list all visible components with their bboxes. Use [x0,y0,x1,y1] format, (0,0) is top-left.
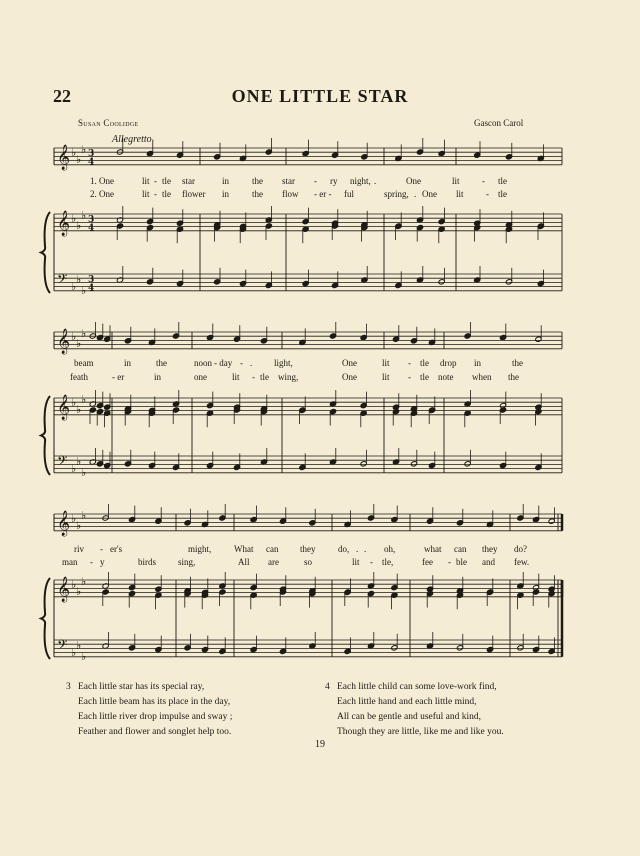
lyric-syllable: few. [514,557,530,567]
time-signature-top: 3 [88,215,95,225]
lyric-syllable: - [100,544,103,554]
key-signature-flat: ♭ [81,284,87,297]
lyrics-system2-verse1 [54,358,564,370]
lyric-syllable: tle, [382,557,394,567]
key-signature-flat: ♭ [71,396,77,409]
verse-3-line-2: Each little beam has its place in the day, [78,697,231,707]
bass-clef: 𝄢 [57,271,68,290]
lyric-syllable: might, [188,544,212,554]
lyrics-system1-verse2 [54,189,564,201]
lyric-syllable: man [62,557,78,567]
lyric-syllable: spring, [384,189,409,199]
composer-credit: Gascon Carol [474,118,524,128]
lyric-syllable: - [448,557,451,567]
verse-3 [66,680,232,740]
lyric-syllable: ful [344,189,354,199]
verse-4-line-3: All can be gentle and useful and kind, [337,712,482,722]
key-signature-flat: ♭ [76,519,82,532]
lyric-syllable: are [268,557,279,567]
tempo-marking: Allegretto [112,134,152,145]
lyric-syllable: tle [162,176,171,186]
verse-4-line-2: Each little hand and each little mind, [337,697,477,707]
lyric-syllable: er's [110,544,123,554]
lyric-syllable: . [356,544,359,554]
lyric-syllable: tle [420,372,429,382]
treble-clef: 𝄞 [57,329,71,354]
lyric-syllable: the [252,189,263,199]
lyric-syllable: tle [162,189,171,199]
lyric-syllable: oh, [384,544,396,554]
key-signature-flat: ♭ [71,146,77,159]
verse-4-line-1: Each little child can some love-work find, [337,682,497,692]
lyric-syllable: - [370,557,373,567]
lyric-syllable: star [182,176,195,186]
lyric-syllable: 2. One [90,189,114,199]
lyric-syllable: - [486,189,489,199]
key-signature-flat: ♭ [71,646,77,659]
lyric-syllable: . [414,189,417,199]
key-signature-flat: ♭ [81,466,87,479]
lyric-syllable: note [438,372,454,382]
verse-4-line-4: Though they are little, like me and like you. [337,727,504,737]
grand-staff-brace [41,578,50,659]
lyric-syllable: - [408,358,411,368]
lyric-syllable: night, [350,176,371,186]
lyric-syllable: One [342,358,357,368]
verse-3-line-1: Each little star has its special ray, [78,682,205,692]
lyric-syllable: in [222,176,230,186]
lyric-syllable: tle [420,358,429,368]
lyric-syllable: beam [74,358,94,368]
key-signature-flat: ♭ [81,143,87,156]
lyric-syllable: one [194,372,207,382]
lyric-syllable: lit [352,557,360,567]
lyric-syllable: One [422,189,437,199]
lyrics-system3-verse2 [54,557,564,569]
grand-staff-brace [41,396,50,475]
bass-clef: 𝄢 [57,453,68,472]
lyric-syllable: they [300,544,316,554]
lyric-syllable: - [240,358,243,368]
lyric-syllable: One [406,176,421,186]
key-signature-flat: ♭ [71,462,77,475]
lyric-syllable: All [238,557,250,567]
lyric-syllable: - er [112,372,125,382]
lyric-syllable: lit [382,358,390,368]
lyric-syllable: feath [70,372,88,382]
lyrics-system3-verse1 [54,544,564,556]
key-signature-flat: ♭ [81,509,87,522]
key-signature-flat: ♭ [81,327,87,340]
lyrics-system1-verse1 [54,176,564,188]
lyric-syllable: in [154,372,162,382]
lyric-syllable: drop [440,358,457,368]
lyric-syllable: noon [194,358,212,368]
lyric-syllable: so [304,557,313,567]
lyric-syllable: - day [214,358,233,368]
treble-clef: 𝄞 [57,211,71,236]
key-signature-flat: ♭ [81,650,87,663]
lyric-syllable: wing, [278,372,299,382]
time-signature-top: 3 [88,275,95,285]
lyric-syllable: flow [282,189,299,199]
lyric-syllable: . [364,544,367,554]
key-signature-flat: ♭ [76,273,82,286]
lyric-syllable: do, [338,544,350,554]
lyric-syllable: in [124,358,132,368]
lyric-syllable: What [234,544,254,554]
lyric-syllable: lit [232,372,240,382]
lyric-syllable: ry [330,176,338,186]
page-number: 22 [53,86,71,106]
lyric-syllable: do? [514,544,527,554]
key-signature-flat: ♭ [81,393,87,406]
bass-clef: 𝄢 [57,637,68,656]
key-signature-flat: ♭ [81,575,87,588]
verse-4 [325,680,504,740]
lyric-syllable: lit [452,176,460,186]
lyric-syllable: and [482,557,495,567]
lyric-syllable: birds [138,557,156,567]
lyric-syllable: sing, [178,557,196,567]
lyric-syllable: when [472,372,492,382]
lyric-syllable: lit [142,176,150,186]
folio-number: 19 [315,739,325,750]
key-signature-flat: ♭ [76,455,82,468]
lyric-syllable: can [454,544,467,554]
lyric-syllable: tle [260,372,269,382]
key-signature-flat: ♭ [81,209,87,222]
lyric-syllable: light, [274,358,293,368]
treble-clef: 𝄞 [57,145,71,170]
lyric-syllable: the [508,372,519,382]
lyric-syllable: - [408,372,411,382]
lyric-syllable: y [100,557,105,567]
lyric-syllable: in [222,189,230,199]
lyric-syllable: the [156,358,167,368]
lyric-syllable: - [154,189,157,199]
lyric-syllable: they [482,544,498,554]
lyric-syllable: . [250,358,253,368]
treble-clef: 𝄞 [57,511,71,536]
lyric-syllable: can [266,544,279,554]
lyric-syllable: One [342,372,357,382]
lyric-syllable: 1. One [90,176,114,186]
lyric-syllable: tle [498,189,507,199]
verse-3-number: 3 [66,682,71,692]
lyric-syllable: lit [142,189,150,199]
lyric-syllable: - [252,372,255,382]
verse-4-number: 4 [325,682,330,692]
key-signature-flat: ♭ [71,280,77,293]
song-title: ONE LITTLE STAR [231,86,409,106]
lyric-syllable: flower [182,189,206,199]
lyric-syllable: fee [422,557,433,567]
lyric-syllable: lit [456,189,464,199]
lyric-syllable: - [90,557,93,567]
lyric-syllable: star [282,176,295,186]
lyric-syllable: lit [382,372,390,382]
lyric-syllable: the [512,358,523,368]
key-signature-flat: ♭ [76,585,82,598]
grand-staff-brace [41,212,50,293]
key-signature-flat: ♭ [76,403,82,416]
lyric-syllable: in [474,358,482,368]
verse-3-line-3: Each little river drop impulse and sway ; [78,712,233,722]
treble-clef: 𝄞 [57,395,71,420]
lyric-syllable: the [252,176,263,186]
key-signature-flat: ♭ [76,639,82,652]
key-signature-flat: ♭ [76,153,82,166]
lyric-syllable: ble [456,557,467,567]
treble-clef: 𝄞 [57,577,71,602]
lyric-syllable: - [482,176,485,186]
verse-3-line-4: Feather and flower and songlet help too. [78,727,232,737]
lyricist-credit: Susan Coolidge [78,118,139,128]
time-signature-bottom: 4 [88,157,95,168]
key-signature-flat: ♭ [76,337,82,350]
key-signature-flat: ♭ [71,512,77,525]
time-signature-bottom: 4 [88,223,95,234]
key-signature-flat: ♭ [71,212,77,225]
lyric-syllable: . [374,176,377,186]
key-signature-flat: ♭ [71,330,77,343]
lyric-syllable: what [424,544,442,554]
lyrics-system2-verse2 [54,372,564,384]
lyric-syllable: - er - [314,189,332,199]
lyric-syllable: tle [498,176,507,186]
lyric-syllable: riv [74,544,84,554]
lyric-syllable: - [154,176,157,186]
time-signature-top: 3 [88,149,95,159]
lyric-syllable: - [314,176,317,186]
time-signature-bottom: 4 [88,283,95,294]
key-signature-flat: ♭ [71,578,77,591]
key-signature-flat: ♭ [76,219,82,232]
